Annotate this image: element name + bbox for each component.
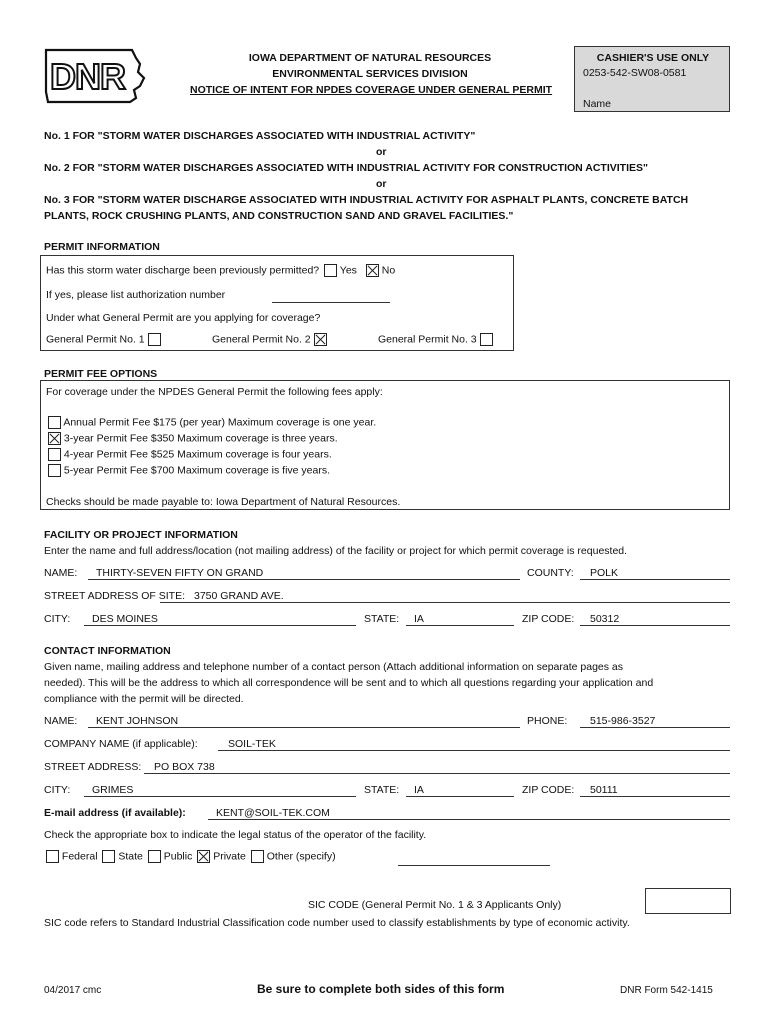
permit-no2: No. 2 FOR "STORM WATER DISCHARGES ASSOCIATED WITH INDUSTRIAL ACTIVITY FOR CONSTRUCTION ACTIVITIES" — [44, 162, 648, 174]
facility-heading: FACILITY OR PROJECT INFORMATION — [44, 529, 238, 541]
contact-phone-label: PHONE: — [527, 715, 568, 727]
annual-fee-checkbox[interactable] — [48, 416, 61, 429]
five-year-fee-checkbox[interactable] — [48, 464, 61, 477]
contact-phone-value: 515-986-3527 — [590, 715, 656, 727]
four-year-fee-checkbox[interactable] — [48, 448, 61, 461]
contact-zip-label: ZIP CODE: — [522, 784, 575, 796]
private-checkbox[interactable] — [197, 850, 210, 863]
logo-text: DNR — [50, 56, 125, 97]
gp1-option — [46, 333, 161, 346]
sic-code-field[interactable] — [645, 888, 731, 914]
federal-label: Federal — [61, 850, 98, 863]
footer-form-number: DNR Form 542-1415 — [620, 985, 713, 996]
facility-zip-label: ZIP CODE: — [522, 613, 575, 625]
public-label: Public — [163, 850, 193, 863]
general-permit-question: Under what General Permit are you applying for coverage? — [46, 312, 321, 324]
other-label: Other (specify) — [266, 850, 336, 863]
facility-state-label: STATE: — [364, 613, 400, 625]
contact-state-value: IA — [414, 784, 424, 796]
other-checkbox[interactable] — [251, 850, 264, 863]
permit-no3-line1: No. 3 FOR "STORM WATER DISCHARGE ASSOCIATED WITH INDUSTRIAL ACTIVITY FOR ASPHALT PLANTS, CONCRETE BATCH — [44, 194, 689, 206]
contact-email-label: E-mail address (if available): — [44, 807, 186, 819]
authorization-number-field[interactable] — [272, 291, 390, 303]
fee-option-4yr — [48, 448, 332, 461]
previously-permitted-question — [46, 264, 395, 277]
authorization-label: If yes, please list authorization number — [46, 289, 226, 301]
header-line2: ENVIRONMENTAL SERVICES DIVISION — [272, 68, 468, 80]
gp2-label: General Permit No. 2 — [212, 333, 311, 346]
contact-intro-1: Given name, mailing address and telephone number of a contact person (Attach additional information on separate pages as — [44, 661, 624, 673]
private-label: Private — [213, 850, 246, 863]
federal-checkbox[interactable] — [46, 850, 59, 863]
footer-date: 04/2017 cmc — [44, 985, 102, 996]
permit-info-heading: PERMIT INFORMATION — [44, 241, 160, 253]
four-year-fee-label: 4-year Permit Fee $525 Maximum coverage is four years. — [63, 448, 332, 461]
gp3-checkbox[interactable] — [480, 333, 493, 346]
contact-heading: CONTACT INFORMATION — [44, 645, 171, 657]
facility-name-value: THIRTY-SEVEN FIFTY ON GRAND — [96, 567, 264, 579]
contact-zip-value: 50111 — [590, 784, 618, 796]
legal-status-options — [46, 850, 336, 863]
contact-intro-2: needed). This will be the address to which all correspondence will be sent and to which all questions regarding your application and — [44, 677, 654, 689]
contact-street-field[interactable] — [144, 760, 730, 774]
state-checkbox[interactable] — [102, 850, 115, 863]
cashier-box — [574, 46, 730, 112]
facility-city-value: DES MOINES — [92, 613, 158, 625]
fee-heading: PERMIT FEE OPTIONS — [44, 368, 158, 380]
public-checkbox[interactable] — [148, 850, 161, 863]
contact-street-label: STREET ADDRESS: — [44, 761, 142, 773]
facility-street-value: 3750 GRAND AVE. — [194, 590, 284, 602]
fee-option-5yr — [48, 464, 330, 477]
facility-county-value: POLK — [590, 567, 619, 579]
gp1-checkbox[interactable] — [148, 333, 161, 346]
no-checkbox[interactable] — [366, 264, 379, 277]
gp3-option — [378, 333, 493, 346]
contact-state-label: STATE: — [364, 784, 400, 796]
facility-name-label: NAME: — [44, 567, 78, 579]
legal-status-prompt: Check the appropriate box to indicate the legal status of the operator of the facility. — [44, 829, 427, 841]
footer-notice: Be sure to complete both sides of this form — [257, 982, 505, 996]
fee-option-annual — [48, 416, 376, 429]
contact-name-label: NAME: — [44, 715, 78, 727]
fee-intro: For coverage under the NPDES General Permit the following fees apply: — [46, 386, 383, 398]
yes-checkbox[interactable] — [324, 264, 337, 277]
header-line1: IOWA DEPARTMENT OF NATURAL RESOURCES — [248, 52, 492, 64]
no-label: No — [381, 264, 396, 277]
permit-no1: No. 1 FOR "STORM WATER DISCHARGES ASSOCIATED WITH INDUSTRIAL ACTIVITY" — [44, 130, 476, 142]
cashier-code: 0253-542-SW08-0581 — [583, 67, 687, 79]
permit-no3-line2: PLANTS, ROCK CRUSHING PLANTS, AND CONSTRUCTION SAND AND GRAVEL FACILITIES." — [44, 210, 514, 222]
sic-description: SIC code refers to Standard Industrial Classification code number used to classify establishments by type of economic activity. — [44, 917, 630, 929]
gp1-label: General Permit No. 1 — [46, 333, 145, 346]
contact-company-field[interactable] — [218, 737, 730, 751]
facility-zip-value: 50312 — [590, 613, 620, 625]
cashier-name-label: Name — [583, 98, 612, 110]
facility-state-value: IA — [414, 613, 424, 625]
annual-fee-label: Annual Permit Fee $175 (per year) Maximum coverage is one year. — [63, 416, 377, 429]
facility-street-label: STREET ADDRESS OF SITE: — [44, 590, 186, 602]
contact-company-label: COMPANY NAME (if applicable): — [44, 738, 198, 750]
contact-intro-3: compliance with the permit will be directed. — [44, 693, 244, 705]
previously-permitted-label: Has this storm water discharge been previously permitted? — [46, 264, 320, 277]
three-year-fee-checkbox[interactable] — [48, 432, 61, 445]
contact-email-value: KENT@SOIL-TEK.COM — [216, 807, 330, 819]
three-year-fee-label: 3-year Permit Fee $350 Maximum coverage is three years. — [63, 432, 338, 445]
five-year-fee-label: 5-year Permit Fee $700 Maximum coverage is five years. — [63, 464, 331, 477]
dnr-logo — [40, 44, 150, 106]
or-1: or — [376, 146, 387, 158]
contact-company-value: SOIL-TEK — [228, 738, 276, 750]
other-specify-field[interactable] — [398, 852, 550, 866]
contact-city-value: GRIMES — [92, 784, 134, 796]
cashier-title: CASHIER'S USE ONLY — [596, 52, 710, 64]
payable-note: Checks should be made payable to: Iowa Department of Natural Resources. — [46, 496, 401, 508]
gp2-option — [212, 333, 327, 346]
yes-label: Yes — [339, 264, 357, 277]
fee-option-3yr — [48, 432, 338, 445]
facility-city-label: CITY: — [44, 613, 71, 625]
facility-intro: Enter the name and full address/location (not mailing address) of the facility or project for which permit coverage is requested. — [44, 545, 628, 557]
facility-county-label: COUNTY: — [527, 567, 574, 579]
fee-box — [40, 380, 730, 510]
contact-city-label: CITY: — [44, 784, 71, 796]
sic-label: SIC CODE (General Permit No. 1 & 3 Applicants Only) — [308, 899, 562, 911]
state-label: State — [118, 850, 143, 863]
contact-street-value: PO BOX 738 — [154, 761, 215, 773]
header-line3: NOTICE OF INTENT FOR NPDES COVERAGE UNDER GENERAL PERMIT — [190, 84, 553, 96]
or-2: or — [376, 178, 387, 190]
gp3-label: General Permit No. 3 — [378, 333, 477, 346]
contact-name-value: KENT JOHNSON — [96, 715, 179, 727]
gp2-checkbox[interactable] — [314, 333, 327, 346]
